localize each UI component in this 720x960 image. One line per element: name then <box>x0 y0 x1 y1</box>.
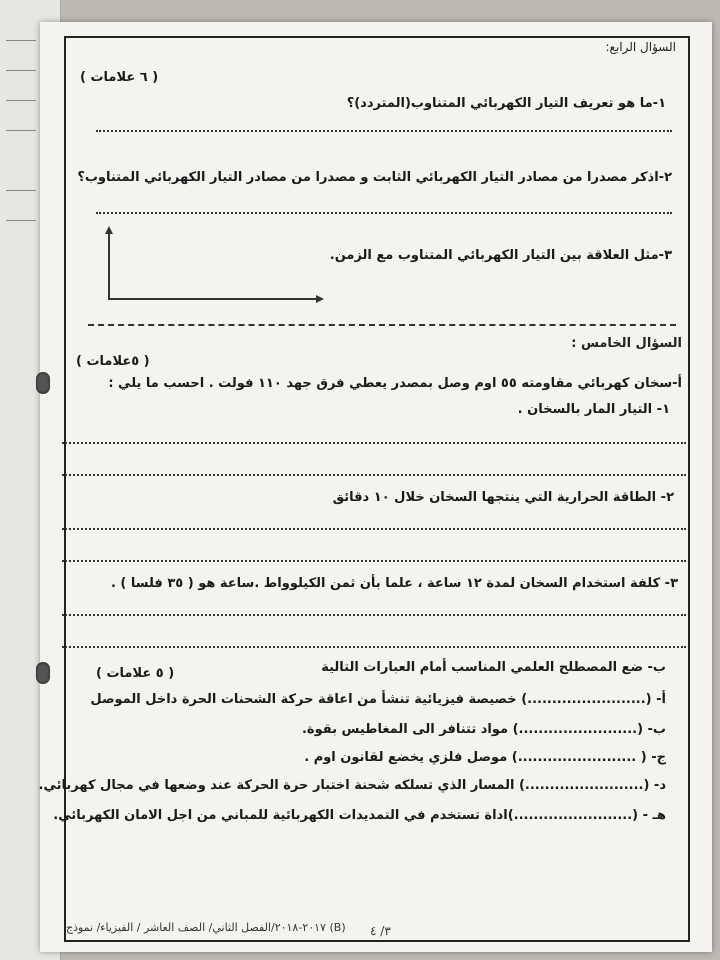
partb-item-2: ب- (........................) مواد تتنافر الى المغاطيس بقوة. <box>301 722 666 737</box>
partb-item-5: هـ - (........................)اداة تستخدم في التمديدات الكهربائية للمباني من اجل الامان الكهربائي. <box>53 808 666 823</box>
answer-line <box>96 130 672 132</box>
edge-line <box>6 70 36 71</box>
answer-line <box>62 560 686 562</box>
answer-line <box>62 614 686 616</box>
q4-item-3: ٣-مثل العلاقة بين التيار الكهربائي المتناوب مع الزمن. <box>329 248 672 263</box>
partb-marks: ( ٥ علامات ) <box>96 666 175 681</box>
edge-line <box>6 220 36 221</box>
partb-item-4: د- (........................) المسار الذي تسلكه شحنة اختبار حرة الحركة عند وضعها في مجال كهربائي. <box>38 778 666 793</box>
q4-title: السؤال الرابع: <box>605 40 676 54</box>
q4-marks: ( ٦ علامات ) <box>80 70 159 85</box>
arrow-up-icon <box>105 226 113 234</box>
q5-item-2: ٢- الطاقة الحرارية التي ينتجها السخان خلال ١٠ دقائق <box>332 490 674 505</box>
binder-hole <box>36 372 50 394</box>
page-number: ٣/ ٤ <box>370 924 391 938</box>
q5-intro: أ-سخان كهربائي مقاومته ٥٥ اوم وصل بمصدر يعطي فرق جهد ١١٠ فولت . احسب ما يلي : <box>108 376 682 391</box>
footer-text: (B) ٢٠١٧-٢٠١٨/الفصل الثاني/ الصف العاشر / الفيزياء/ نموذج <box>66 921 346 934</box>
answer-line <box>96 212 672 214</box>
answer-line <box>62 528 686 530</box>
edge-line <box>6 40 36 41</box>
partb-title: ب- ضع المصطلح العلمي المناسب أمام العبارات التالية <box>321 660 666 675</box>
q4-item-2: ٢-اذكر مصدرا من مصادر التيار الكهربائي الثابت و مصدرا من مصادر التيار الكهربائي المتناوب؟ <box>77 170 672 185</box>
arrow-right-icon <box>316 295 324 303</box>
binder-hole <box>36 662 50 684</box>
exam-sheet <box>40 22 712 952</box>
q5-marks: ( ٥علامات ) <box>76 354 150 369</box>
q5-title: السؤال الخامس : <box>571 336 682 351</box>
y-axis <box>108 232 110 300</box>
q4-item-1: ١-ما هو تعريف التيار الكهربائي المتناوب(المتردد)؟ <box>346 96 666 111</box>
partb-item-3: ج- ( ........................) موصل فلزي يخضع لقانون اوم . <box>304 750 666 765</box>
q5-item-3: ٣- كلفة استخدام السخان لمدة ١٢ ساعة ، علما بأن ثمن الكيلوواط .ساعة هو ( ٣٥ فلسا ) . <box>110 576 678 591</box>
edge-line <box>6 100 36 101</box>
edge-line <box>6 130 36 131</box>
q5-item-1: ١- التيار المار بالسخان . <box>517 402 670 417</box>
answer-line <box>62 442 686 444</box>
partb-item-1: أ- (........................) خصيصة فيزيائية تنشأ من اعاقة حركة الشحنات الحرة داخل الموصل <box>90 692 666 707</box>
edge-line <box>6 190 36 191</box>
answer-line <box>62 646 686 648</box>
x-axis <box>108 298 316 300</box>
answer-line <box>62 474 686 476</box>
section-divider <box>88 324 676 326</box>
